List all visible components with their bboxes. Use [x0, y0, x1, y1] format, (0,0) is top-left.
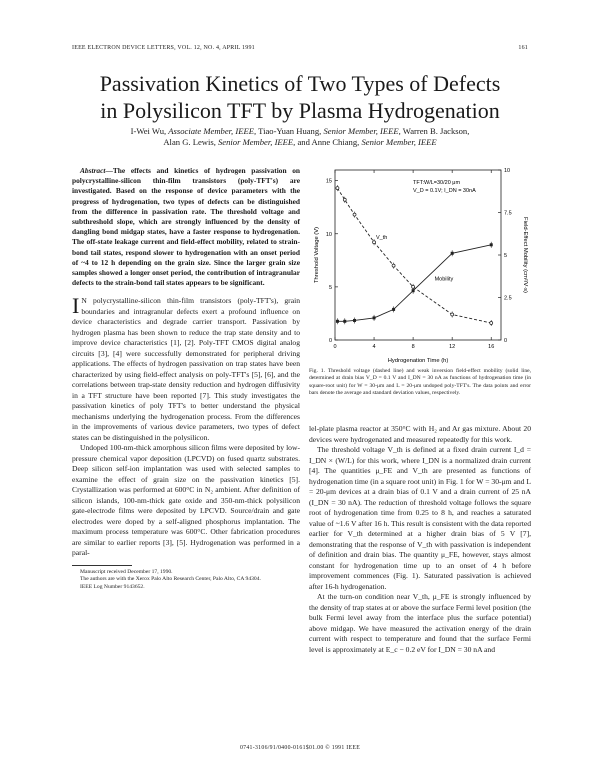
data-point [490, 322, 493, 325]
footnote-affiliation: The authors are with the Xerox Palo Alto Research Center, Palo Alto, CA 94304. [80, 576, 261, 583]
left-y-tick-label: 15 [325, 178, 332, 185]
copyright-footer: 0741-3106/91/0400-0161$01.00 © 1991 IEEE [239, 745, 361, 751]
data-point [373, 316, 376, 319]
chart-annotation-line-2: V_D = 0.1V; I_DN = 30nA [413, 188, 476, 194]
figure-1-caption: Fig. 1. Threshold voltage (dashed line) and weak inversion field-effect mobility (solid line, determined at drain bias V_D = 0.1 V and I_DN = 30 nA as functions of hydrogenation time (in square-root unit) for W = 30-μm and L = 20-μm undoped poly-TFT's. The data points and error bars denote the average and standard deviation values, respectively. [309, 368, 531, 396]
title-line-1: Passivation Kinetics of Two Types of Defects [99, 71, 501, 96]
data-point [392, 264, 395, 267]
author-list [60, 126, 540, 148]
author-name: and Anne Chiang, [295, 137, 362, 147]
author-line-2 [60, 137, 540, 148]
title-line-2: in Polysilicon TFT by Plasma Hydrogenation [100, 98, 500, 123]
right-y-tick-label: 2.5 [504, 295, 512, 302]
data-point [343, 198, 346, 201]
data-point [336, 320, 339, 323]
abstract-text: The effects and kinetics of hydrogen passivation on polycrystalline-silicon thin-film transistors (poly-TFT's) are investigated. Based on the response of device parameters with the progress of hydrogenation, two types of defects can be distinguished from the difference in passivation rate. The threshold voltage and subthreshold slope, which are strongly influenced by the density of dangling bond midgap states, have a faster response to hydrogenation. The off-state leakage current and field-effect mobility, related to strain-bond tail states, respond slower to hydrogenation with an onset period of ~4 to 12 h depending on the grain size. Since the larger grain size samples showed a longer onset period, the contribution of intragranular defects to the strain-bond tail states appears to be significant. [72, 166, 300, 288]
footnote-divider [72, 565, 132, 566]
hydrogenation-paragraph: lel-plate plasma reactor at 350°C with H₂ and Ar gas mixture. About 20 devices were hydrogenated and measured repeatedly for this work. [309, 424, 531, 444]
data-point [451, 252, 454, 255]
running-head [72, 45, 528, 51]
footnote-log-number: IEEE Log Number 9143652. [80, 583, 145, 590]
series-label: V_th [376, 235, 388, 242]
left-axis-label: Threshold Voltage (V) [314, 226, 320, 284]
data-point [353, 213, 356, 216]
x-axis-label: Hydrogenation Time (h) [387, 358, 449, 364]
data-point [343, 320, 346, 323]
x-tick-label: 8 [411, 344, 415, 350]
left-y-tick-label: 0 [328, 338, 332, 344]
author-name: I-Wei Wu, [130, 126, 169, 136]
right-column [309, 424, 531, 655]
drop-cap: I [72, 293, 80, 319]
x-tick-label: 12 [449, 344, 456, 350]
right-y-tick-label: 0 [504, 338, 508, 344]
chart-annotation-line-1: TFT:W/L=30/20 μm [413, 180, 461, 186]
author-role: Senior Member, IEEE, [323, 126, 401, 136]
data-point [490, 243, 493, 246]
author-line-1 [60, 126, 540, 137]
author-role: Senior Member, IEEE, [218, 137, 296, 147]
methods-paragraph: Undoped 100-nm-thick amorphous silicon films were deposited by low-pressure chemical vapor deposition (LPCVD) on fused quartz substrates. Deep silicon self-ion implantation was used with selected samples to examine the effect of grain size on the passivation kinetics [5]. Crystallization was performed at 600°C in N₂ ambient. After definition of silicon islands, 100-nm-thick gate oxide and 350-nm-thick polysilicon gate-electrode films were deposited by LPCVD. Source/drain and gate electrodes were doped by a self-aligned phosphorus implantation. The maximum process temperature was 600°C. Other fabrication procedures are similar to earlier reports [3], [5]. Hydrogenation was performed in a paral- [72, 443, 300, 558]
series-label: Mobility [434, 276, 454, 283]
figure-1-chart [309, 162, 531, 366]
right-y-tick-label: 7.5 [504, 210, 512, 217]
left-y-tick-label: 5 [328, 284, 332, 291]
plot-frame [335, 170, 501, 340]
page-number: 161 [518, 45, 528, 51]
turn-on-paragraph: At the turn-on condition near V_th, μ_FE is strongly influenced by the density of trap states at or above the surface Fermi level position (the bulk Fermi level away from the interface plus the surface potential) above midgap. We have measured the activation energy of the drain current with respect to temperature and found that the surface Fermi level is approximately at E_c − 0.2 eV for I_DN = 30 nA and [309, 592, 531, 654]
author-name: Tiao-Yuan Huang, [256, 126, 324, 136]
right-y-tick-label: 10 [504, 168, 511, 174]
x-tick-label: 16 [488, 344, 495, 350]
data-point [336, 187, 339, 190]
data-point [353, 319, 356, 322]
footnote-received: Manuscript received December 17, 1990. [80, 568, 173, 575]
author-role: Senior Member, IEEE [361, 137, 437, 147]
figure-1 [309, 162, 531, 366]
data-point [451, 313, 454, 316]
right-y-tick-label: 5 [504, 253, 508, 259]
data-point [412, 289, 415, 292]
abstract [72, 166, 300, 288]
threshold-voltage-paragraph: The threshold voltage V_th is defined at a fixed drain current I_d = I_DN × (W/L) for this work, where I_DN is a normalized drain current [4]. The quantities μ_FE and V_th are presented as functions of hydrogenation time (in a square root unit) in Fig. 1 for W = 30-μm and L = 20-μm devices at a drain bias of 0.1 V and a drain current of 25 nA (I_DN = 30 nA). The reduction of threshold voltage follows the square root of hydrogenation time from 0.25 to 8 h, and reaches a saturated value of ~1.6 V after 16 h. This result is consistent with the data reported earlier for V_th determined at a higher drain bias of 5 V [7], demonstrating that the response of V_th with passivation is independent of definition and drain bias. The quantity μ_FE, however, stays almost constant for hydrogenation time up to an onset of 4 h before improvement commences (Fig. 1). Saturated passivation is achieved after 16-h hydrogenation. [309, 445, 531, 591]
abstract-label: Abstract— [80, 166, 113, 175]
author-name: Alan G. Lewis, [163, 137, 218, 147]
author-name: Warren B. Jackson, [400, 126, 470, 136]
left-y-tick-label: 10 [325, 231, 332, 238]
x-tick-label: 4 [372, 344, 376, 350]
paper-title [60, 70, 540, 124]
series-line [337, 188, 491, 323]
intro-paragraph [72, 293, 300, 443]
intro-text: N polycrystalline-silicon thin-film transistors (poly-TFT's), grain boundaries and intragranular defects exert a profound influence on device characteristics and degrade carrier transport. Passivation by hydrogen plasma has been shown to reduce the trap state density and to improve device characteristics [1], [2]. Poly-TFT CMOS digital analog circuits [3], [4] were successfully demonstrated for peripheral driving applications. The effects of hydrogen passivation on trap states have been characterized by using field-effect analysis on poly-TFT's [5], [6], and the correlations between trap-state density reduction and hydrogen diffusivity in a TFT structure have been reported [7]. This study investigates the passivation kinetics of poly TFT's to better understand the physical mechanisms underlying the hydrogenation process. From the differences in the improvements of various device parameters, two types of defect states can be distinguished in the polysilicon. [72, 296, 300, 442]
left-column [72, 166, 300, 591]
author-role: Associate Member, IEEE, [168, 126, 257, 136]
series-line [337, 245, 491, 321]
data-point [373, 241, 376, 244]
right-axis-label: Field-Effect Mobility (cm²/V·s) [522, 217, 528, 293]
data-point [392, 308, 395, 311]
x-tick-label: 0 [333, 344, 337, 350]
journal-citation: IEEE ELECTRON DEVICE LETTERS, VOL. 12, NO. 4, APRIL 1991 [72, 45, 255, 51]
